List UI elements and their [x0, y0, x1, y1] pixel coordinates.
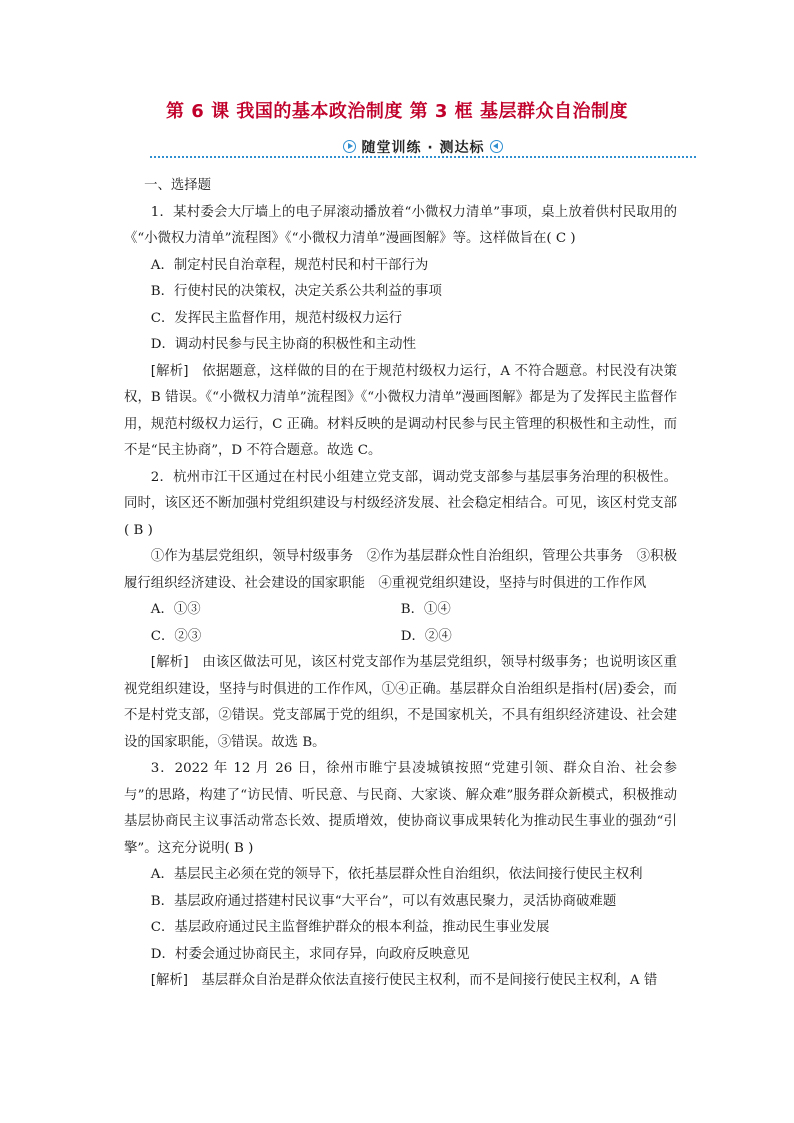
question-2-stem: 2．杭州市江干区通过在村民小组建立党支部，调动党支部参与基层事务治理的积极性。同时，该区还不断加强村党组织建设与村级经济发展、社会稳定相结合。可见，该区村党支部( B ): [124, 469, 677, 538]
question-3-analysis: [124, 968, 677, 995]
question-1-analysis: [124, 359, 677, 465]
analysis-tag: [解析]: [150, 363, 189, 379]
question-2-option-b: B．①④: [400, 602, 451, 617]
question-2-items: ①作为基层党组织，领导村级事务 ②作为基层群众性自治组织，管理公共事务 ③积极履行组织经济建设、社会建设的国家职能 ④重视党组织建设，坚持与时俱进的工作作风: [124, 549, 677, 591]
section-banner: [150, 137, 696, 161]
analysis-tag: [解析]: [150, 655, 189, 670]
question-1-stem: 1．某村委会大厅墙上的电子屏滚动播放着“小微权力清单”事项，桌上放着供村民取用的《“小微权力清单”流程图》《“小微权力清单”漫画图解》等。这样做旨在( C ): [124, 204, 677, 246]
question-1-option-c: C．发挥民主监督作用，规范村级权力运行: [150, 310, 403, 326]
banner-label: 随堂训练 · 测达标: [361, 140, 485, 156]
question-2-analysis: [124, 650, 677, 756]
question-2-options-row-2: [124, 624, 677, 651]
analysis-text: 依据题意，这样做的目的在于规范村级权力运行，A 不符合题意。村民没有决策权，B 错误。《“小微权力清单”流程图》《“小微权力清单”漫画图解》都是为了发挥民主监督作用，规范村级权力运行，C 正确。材料反映的是调动村民参与民主管理的积极性和主动性，而不是“民主协商”，D 不符合题意。故选 C。: [124, 363, 677, 458]
question-3-stem: 3．2022 年 12 月 26 日，徐州市睢宁县凌城镇按照“党建引领、群众自治、社会参与”的思路，构建了“访民情、听民意、与民商、大家谈、解众难”服务群众新模式，积极推动基层协商民主议事活动常态长效、提质增效，使协商议事成果转化为推动民生事业的强劲“引擎”。这充分说明( B ): [124, 761, 677, 856]
question-2-options-row-1: [124, 597, 677, 624]
question-2-option-a: A．①③: [150, 602, 201, 617]
analysis-text: 基层群众自治是群众依法直接行使民主权利，而不是间接行使民主权利，A 错: [201, 973, 658, 988]
question-3-option-a: A．基层民主必须在党的领导下，依托基层群众性自治组织，依法间接行使民主权利: [150, 867, 643, 882]
analysis-tag: [解析]: [150, 973, 189, 988]
play-left-icon: [490, 140, 503, 153]
question-3-option-d: D．村委会通过协商民主，求同存异，向政府反映意见: [150, 946, 470, 962]
question-2-option-c: C．②③: [150, 628, 202, 644]
question-1-option-d: D．调动村民参与民主协商的积极性和主动性: [150, 337, 416, 352]
question-3-option-b: B．基层政府通过搭建村民议事“大平台”，可以有效惠民聚力，灵活协商破难题: [150, 893, 617, 909]
question-3-option-c: C．基层政府通过民主监督维护群众的根本利益，推动民生事业发展: [150, 920, 550, 935]
section-heading: 一、选择题: [144, 178, 212, 193]
play-right-icon: [343, 140, 356, 153]
analysis-text: 由该区做法可见，该区村党支部作为基层党组织，领导村级事务；也说明该区重视党组织建设，坚持与时俱进的工作作风，①④正确。基层群众自治组织是指村(居)委会，而不是村党支部，②错误。党支部属于党的组织，不是国家机关，不具有组织经济建设、社会建设的国家职能，③错误。故选 B。: [124, 655, 678, 750]
question-2-option-d: D．②④: [400, 628, 452, 644]
document-body: [124, 173, 677, 995]
question-1-option-a: A．制定村民自治章程，规范村民和村干部行为: [150, 257, 429, 273]
question-1-option-b: B．行使村民的决策权，决定关系公共利益的事项: [150, 284, 442, 299]
page-title: 第 6 课 我国的基本政治制度 第 3 框 基层群众自治制度: [166, 101, 628, 122]
